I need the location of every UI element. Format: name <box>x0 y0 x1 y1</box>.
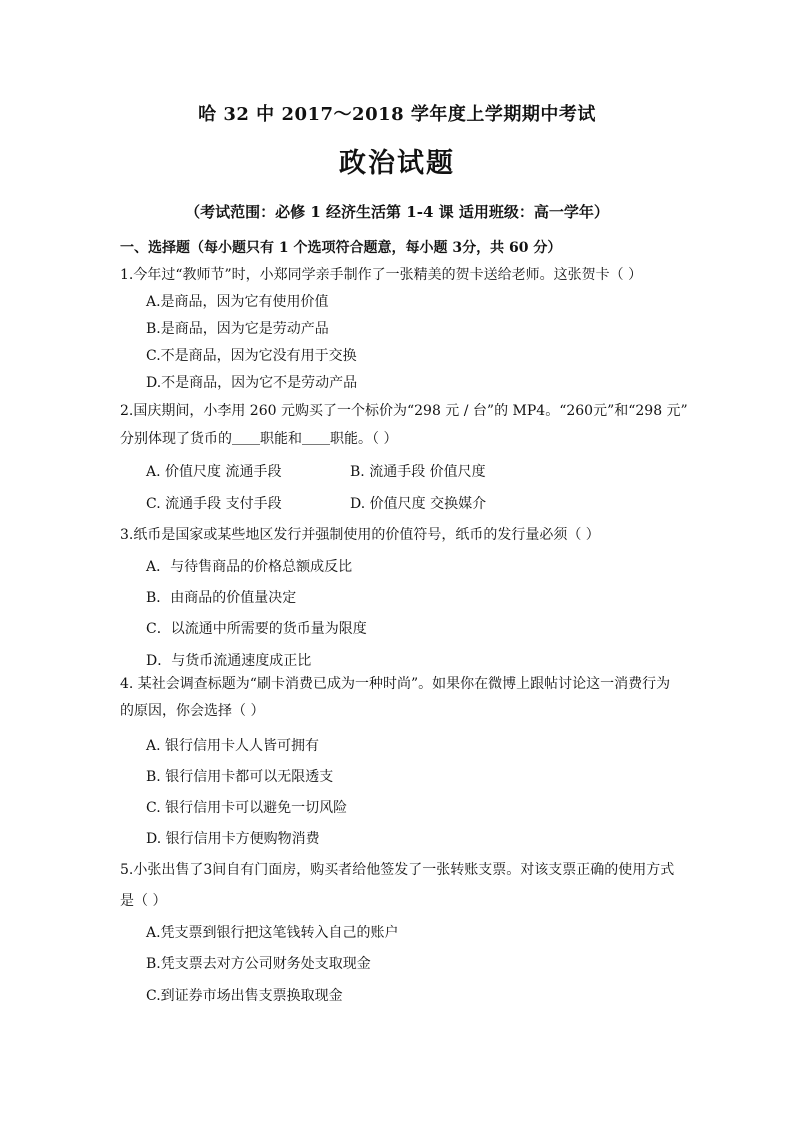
subject-title: 政治试题 <box>339 148 455 179</box>
question-stem-line1: 2.国庆期间，小李用 260 元购买了一个标价为“298 元 / 台”的 MP4。“260元”和“298 元” <box>120 403 688 419</box>
option-c: C．以流通中所需要的货币量为限度 <box>146 621 367 637</box>
question-stem-line2: 的原因，你会选择（ ） <box>120 703 265 719</box>
option-d: D.不是商品，因为它不是劳动产品 <box>146 375 358 391</box>
option-b: B．由商品的价值量决定 <box>146 590 297 606</box>
option-a: A．与待售商品的价格总额成反比 <box>146 559 353 575</box>
option-b: B.凭支票去对方公司财务处支取现金 <box>146 956 371 972</box>
option-c: C. 银行信用卡可以避免一切风险 <box>146 800 348 816</box>
question-stem: 3.纸币是国家或某些地区发行并强制使用的价值符号，纸币的发行量必须（ ） <box>120 527 600 543</box>
school-exam-title: 哈 32 中 2017～2018 学年度上学期期中考试 <box>198 104 596 125</box>
option-b: B.是商品，因为它是劳动产品 <box>146 321 329 337</box>
option-c: C.到证券市场出售支票换取现金 <box>146 988 343 1004</box>
exam-scope: （考试范围：必修 1 经济生活第 1-4 课 适用班级：高一学年） <box>185 203 609 221</box>
question-stem-line1: 5.小张出售了3间自有门面房，购买者给他签发了一张转账支票。对该支票正确的使用方式 <box>120 862 675 878</box>
question-stem-line1: 4. 某社会调查标题为“刷卡消费已成为一种时尚”。如果你在微博上跟帖讨论这一消费行为 <box>120 676 671 692</box>
option-c: C.不是商品，因为它没有用于交换 <box>146 348 357 364</box>
option-d: D. 银行信用卡方便购物消费 <box>146 831 320 847</box>
option-d: D. 价值尺度 交换媒介 <box>350 496 487 512</box>
section-title: 一、选择题（每小题只有 1 个选项符合题意，每小题 3分，共 60 分） <box>120 240 562 256</box>
option-b: B. 流通手段 价值尺度 <box>350 464 486 480</box>
question-stem: 1.今年过“教师节”时，小郑同学亲手制作了一张精美的贺卡送给老师。这张贺卡（ ） <box>120 267 643 283</box>
option-a: A.是商品，因为它有使用价值 <box>146 294 329 310</box>
option-d: D．与货币流通速度成正比 <box>146 653 312 669</box>
question-stem-line2: 是（ ） <box>120 893 167 909</box>
option-a: A. 银行信用卡人人皆可拥有 <box>146 738 320 754</box>
option-a: A. 价值尺度 流通手段 <box>146 464 282 480</box>
option-c: C. 流通手段 支付手段 <box>146 496 282 512</box>
option-b: B. 银行信用卡都可以无限透支 <box>146 769 334 785</box>
option-a: A.凭支票到银行把这笔钱转入自己的账户 <box>146 925 399 941</box>
question-stem-line2: 分别体现了货币的＿＿职能和＿＿职能。（ ） <box>120 431 398 447</box>
